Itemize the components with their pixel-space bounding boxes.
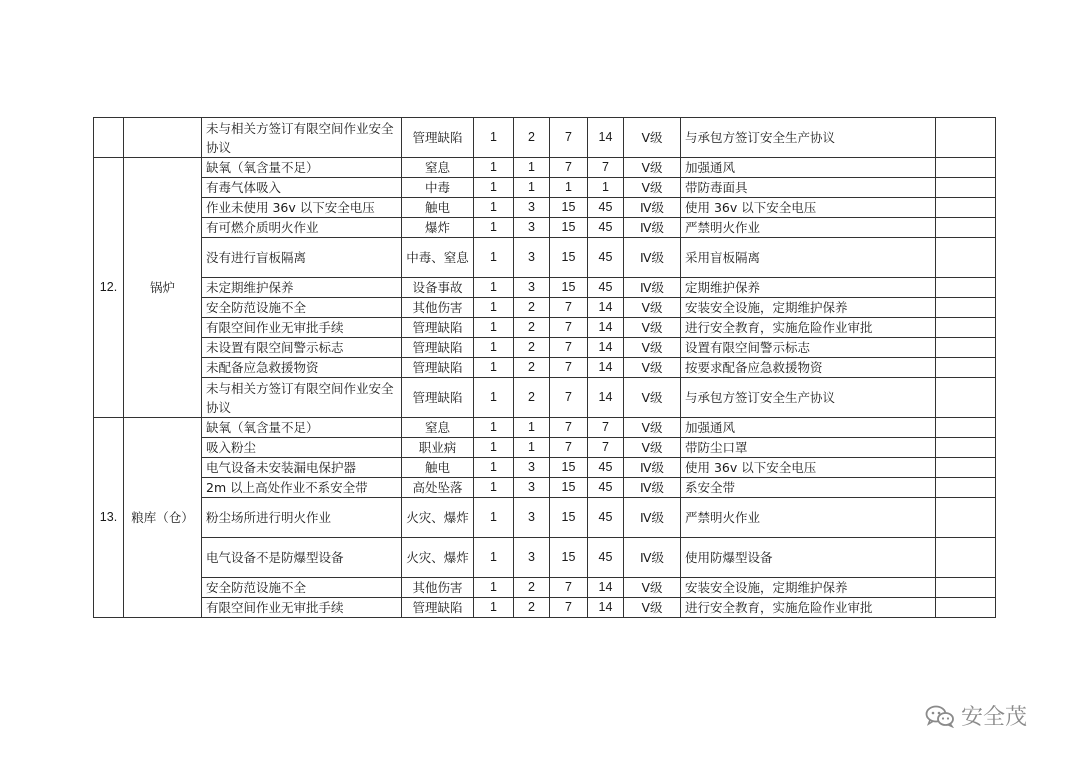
e-cell: 3 bbox=[514, 538, 550, 578]
d-cell: 14 bbox=[588, 598, 624, 618]
level-cell: Ⅴ级 bbox=[624, 578, 681, 598]
consequence-cell: 设备事故 bbox=[402, 278, 474, 298]
watermark bbox=[925, 700, 1027, 731]
c-cell: 7 bbox=[550, 578, 588, 598]
d-cell: 14 bbox=[588, 358, 624, 378]
watermark-text: 安全茂 bbox=[961, 705, 1028, 730]
measure-cell: 与承包方签订安全生产协议 bbox=[681, 118, 936, 158]
level-cell: Ⅳ级 bbox=[624, 238, 681, 278]
item-number-cell: 12. bbox=[94, 158, 124, 418]
l-cell: 1 bbox=[474, 478, 514, 498]
level-cell: Ⅴ级 bbox=[624, 158, 681, 178]
l-cell: 1 bbox=[474, 458, 514, 478]
level-cell: Ⅴ级 bbox=[624, 118, 681, 158]
e-cell: 3 bbox=[514, 458, 550, 478]
l-cell: 1 bbox=[474, 358, 514, 378]
level-cell: Ⅴ级 bbox=[624, 298, 681, 318]
c-cell: 1 bbox=[550, 178, 588, 198]
d-cell: 7 bbox=[588, 438, 624, 458]
group-12-body bbox=[94, 158, 996, 418]
l-cell: 1 bbox=[474, 338, 514, 358]
consequence-cell: 窒息 bbox=[402, 158, 474, 178]
e-cell: 2 bbox=[514, 578, 550, 598]
hazard-cell: 作业未使用 36v 以下安全电压 bbox=[202, 198, 402, 218]
d-cell: 14 bbox=[588, 118, 624, 158]
place-cell: 粮库（仓） bbox=[124, 418, 202, 618]
table-row bbox=[94, 498, 996, 538]
hazard-cell: 粉尘场所进行明火作业 bbox=[202, 498, 402, 538]
d-cell: 7 bbox=[588, 418, 624, 438]
table-row bbox=[94, 238, 996, 278]
hazard-cell: 电气设备不是防爆型设备 bbox=[202, 538, 402, 578]
l-cell: 1 bbox=[474, 318, 514, 338]
e-cell: 1 bbox=[514, 178, 550, 198]
d-cell: 14 bbox=[588, 318, 624, 338]
consequence-cell: 管理缺陷 bbox=[402, 378, 474, 418]
l-cell: 1 bbox=[474, 158, 514, 178]
d-cell: 45 bbox=[588, 278, 624, 298]
c-cell: 15 bbox=[550, 538, 588, 578]
c-cell: 7 bbox=[550, 598, 588, 618]
d-cell: 14 bbox=[588, 578, 624, 598]
e-cell: 1 bbox=[514, 418, 550, 438]
table-row bbox=[94, 438, 996, 458]
remark-cell bbox=[936, 278, 996, 298]
table-row bbox=[94, 218, 996, 238]
remark-cell bbox=[936, 178, 996, 198]
measure-cell: 定期维护保养 bbox=[681, 278, 936, 298]
l-cell: 1 bbox=[474, 298, 514, 318]
table-row bbox=[94, 198, 996, 218]
remark-cell bbox=[936, 118, 996, 158]
c-cell: 15 bbox=[550, 498, 588, 538]
measure-cell: 严禁明火作业 bbox=[681, 498, 936, 538]
l-cell: 1 bbox=[474, 178, 514, 198]
l-cell: 1 bbox=[474, 598, 514, 618]
e-cell: 3 bbox=[514, 218, 550, 238]
d-cell: 45 bbox=[588, 478, 624, 498]
consequence-cell: 管理缺陷 bbox=[402, 338, 474, 358]
hazard-cell: 未与相关方签订有限空间作业安全协议 bbox=[202, 118, 402, 158]
e-cell: 3 bbox=[514, 498, 550, 538]
d-cell: 45 bbox=[588, 218, 624, 238]
consequence-cell: 爆炸 bbox=[402, 218, 474, 238]
d-cell: 14 bbox=[588, 378, 624, 418]
level-cell: Ⅴ级 bbox=[624, 338, 681, 358]
hazard-cell: 2m 以上高处作业不系安全带 bbox=[202, 478, 402, 498]
remark-cell bbox=[936, 158, 996, 178]
e-cell: 1 bbox=[514, 158, 550, 178]
remark-cell bbox=[936, 578, 996, 598]
d-cell: 14 bbox=[588, 338, 624, 358]
level-cell: Ⅳ级 bbox=[624, 478, 681, 498]
remark-cell bbox=[936, 378, 996, 418]
table-row bbox=[94, 338, 996, 358]
l-cell: 1 bbox=[474, 198, 514, 218]
remark-cell bbox=[936, 538, 996, 578]
consequence-cell: 火灾、爆炸 bbox=[402, 498, 474, 538]
c-cell: 7 bbox=[550, 318, 588, 338]
l-cell: 1 bbox=[474, 218, 514, 238]
table-row bbox=[94, 598, 996, 618]
hazard-cell: 未配备应急救援物资 bbox=[202, 358, 402, 378]
consequence-cell: 窒息 bbox=[402, 418, 474, 438]
measure-cell: 使用 36v 以下安全电压 bbox=[681, 458, 936, 478]
table-row bbox=[94, 318, 996, 338]
consequence-cell: 触电 bbox=[402, 198, 474, 218]
table-row bbox=[94, 278, 996, 298]
consequence-cell: 管理缺陷 bbox=[402, 358, 474, 378]
e-cell: 2 bbox=[514, 598, 550, 618]
e-cell: 3 bbox=[514, 278, 550, 298]
c-cell: 15 bbox=[550, 218, 588, 238]
e-cell: 2 bbox=[514, 378, 550, 418]
wechat-icon bbox=[925, 704, 955, 728]
e-cell: 2 bbox=[514, 358, 550, 378]
hazard-cell: 没有进行盲板隔离 bbox=[202, 238, 402, 278]
e-cell: 3 bbox=[514, 478, 550, 498]
table-row bbox=[94, 478, 996, 498]
table-row bbox=[94, 118, 996, 158]
hazard-cell: 未与相关方签订有限空间作业安全协议 bbox=[202, 378, 402, 418]
measure-cell: 进行安全教育，实施危险作业审批 bbox=[681, 318, 936, 338]
measure-cell: 严禁明火作业 bbox=[681, 218, 936, 238]
level-cell: Ⅳ级 bbox=[624, 538, 681, 578]
measure-cell: 使用 36v 以下安全电压 bbox=[681, 198, 936, 218]
c-cell: 7 bbox=[550, 338, 588, 358]
level-cell: Ⅴ级 bbox=[624, 318, 681, 338]
d-cell: 45 bbox=[588, 538, 624, 578]
c-cell: 15 bbox=[550, 478, 588, 498]
level-cell: Ⅴ级 bbox=[624, 178, 681, 198]
e-cell: 2 bbox=[514, 118, 550, 158]
hazard-cell: 安全防范设施不全 bbox=[202, 298, 402, 318]
d-cell: 45 bbox=[588, 198, 624, 218]
remark-cell bbox=[936, 238, 996, 278]
level-cell: Ⅳ级 bbox=[624, 458, 681, 478]
remark-cell bbox=[936, 358, 996, 378]
measure-cell: 带防毒面具 bbox=[681, 178, 936, 198]
level-cell: Ⅳ级 bbox=[624, 498, 681, 538]
c-cell: 7 bbox=[550, 418, 588, 438]
remark-cell bbox=[936, 338, 996, 358]
hazard-cell: 缺氧（氧含量不足） bbox=[202, 418, 402, 438]
c-cell: 15 bbox=[550, 238, 588, 278]
hazard-cell: 缺氧（氧含量不足） bbox=[202, 158, 402, 178]
consequence-cell: 管理缺陷 bbox=[402, 118, 474, 158]
consequence-cell: 其他伤害 bbox=[402, 578, 474, 598]
measure-cell: 加强通风 bbox=[681, 418, 936, 438]
c-cell: 15 bbox=[550, 278, 588, 298]
table-row bbox=[94, 378, 996, 418]
e-cell: 1 bbox=[514, 438, 550, 458]
consequence-cell: 触电 bbox=[402, 458, 474, 478]
hazard-cell: 有限空间作业无审批手续 bbox=[202, 598, 402, 618]
hazard-cell: 未定期维护保养 bbox=[202, 278, 402, 298]
level-cell: Ⅴ级 bbox=[624, 598, 681, 618]
l-cell: 1 bbox=[474, 118, 514, 158]
c-cell: 7 bbox=[550, 118, 588, 158]
table-row bbox=[94, 358, 996, 378]
consequence-cell: 火灾、爆炸 bbox=[402, 538, 474, 578]
measure-cell: 设置有限空间警示标志 bbox=[681, 338, 936, 358]
measure-cell: 加强通风 bbox=[681, 158, 936, 178]
measure-cell: 系安全带 bbox=[681, 478, 936, 498]
measure-cell: 按要求配备应急救援物资 bbox=[681, 358, 936, 378]
hazard-cell: 电气设备未安装漏电保护器 bbox=[202, 458, 402, 478]
consequence-cell: 管理缺陷 bbox=[402, 598, 474, 618]
remark-cell bbox=[936, 458, 996, 478]
d-cell: 7 bbox=[588, 158, 624, 178]
item-number-cell: 13. bbox=[94, 418, 124, 618]
c-cell: 7 bbox=[550, 378, 588, 418]
c-cell: 15 bbox=[550, 198, 588, 218]
hazard-cell: 有限空间作业无审批手续 bbox=[202, 318, 402, 338]
remark-cell bbox=[936, 298, 996, 318]
table-row bbox=[94, 458, 996, 478]
c-cell: 7 bbox=[550, 438, 588, 458]
d-cell: 1 bbox=[588, 178, 624, 198]
level-cell: Ⅳ级 bbox=[624, 198, 681, 218]
place-cell: 锅炉 bbox=[124, 158, 202, 418]
table-row bbox=[94, 538, 996, 578]
group-13-body bbox=[94, 418, 996, 618]
consequence-cell: 管理缺陷 bbox=[402, 318, 474, 338]
table-row bbox=[94, 178, 996, 198]
e-cell: 3 bbox=[514, 238, 550, 278]
measure-cell: 安装安全设施，定期维护保养 bbox=[681, 298, 936, 318]
remark-cell bbox=[936, 478, 996, 498]
l-cell: 1 bbox=[474, 538, 514, 578]
e-cell: 2 bbox=[514, 338, 550, 358]
l-cell: 1 bbox=[474, 498, 514, 538]
d-cell: 45 bbox=[588, 238, 624, 278]
e-cell: 2 bbox=[514, 318, 550, 338]
remark-cell bbox=[936, 498, 996, 538]
measure-cell: 安装安全设施，定期维护保养 bbox=[681, 578, 936, 598]
table-row bbox=[94, 418, 996, 438]
d-cell: 45 bbox=[588, 498, 624, 538]
level-cell: Ⅳ级 bbox=[624, 218, 681, 238]
level-cell: Ⅴ级 bbox=[624, 438, 681, 458]
measure-cell: 使用防爆型设备 bbox=[681, 538, 936, 578]
measure-cell: 带防尘口罩 bbox=[681, 438, 936, 458]
l-cell: 1 bbox=[474, 438, 514, 458]
e-cell: 3 bbox=[514, 198, 550, 218]
hazard-cell: 安全防范设施不全 bbox=[202, 578, 402, 598]
level-cell: Ⅴ级 bbox=[624, 418, 681, 438]
measure-cell: 采用盲板隔离 bbox=[681, 238, 936, 278]
remark-cell bbox=[936, 198, 996, 218]
table-row bbox=[94, 158, 996, 178]
l-cell: 1 bbox=[474, 238, 514, 278]
consequence-cell: 职业病 bbox=[402, 438, 474, 458]
table-row bbox=[94, 578, 996, 598]
remark-cell bbox=[936, 598, 996, 618]
d-cell: 14 bbox=[588, 298, 624, 318]
level-cell: Ⅳ级 bbox=[624, 278, 681, 298]
c-cell: 7 bbox=[550, 298, 588, 318]
hazard-cell: 有毒气体吸入 bbox=[202, 178, 402, 198]
hazard-cell: 吸入粉尘 bbox=[202, 438, 402, 458]
consequence-cell: 其他伤害 bbox=[402, 298, 474, 318]
d-cell: 45 bbox=[588, 458, 624, 478]
level-cell: Ⅴ级 bbox=[624, 378, 681, 418]
consequence-cell: 中毒、窒息 bbox=[402, 238, 474, 278]
l-cell: 1 bbox=[474, 378, 514, 418]
consequence-cell: 中毒 bbox=[402, 178, 474, 198]
consequence-cell: 高处坠落 bbox=[402, 478, 474, 498]
hazard-cell: 有可燃介质明火作业 bbox=[202, 218, 402, 238]
e-cell: 2 bbox=[514, 298, 550, 318]
remark-cell bbox=[936, 418, 996, 438]
hazard-cell: 未设置有限空间警示标志 bbox=[202, 338, 402, 358]
l-cell: 1 bbox=[474, 278, 514, 298]
table-row bbox=[94, 298, 996, 318]
level-cell: Ⅴ级 bbox=[624, 358, 681, 378]
measure-cell: 与承包方签订安全生产协议 bbox=[681, 378, 936, 418]
measure-cell: 进行安全教育，实施危险作业审批 bbox=[681, 598, 936, 618]
c-cell: 7 bbox=[550, 358, 588, 378]
remark-cell bbox=[936, 438, 996, 458]
c-cell: 7 bbox=[550, 158, 588, 178]
l-cell: 1 bbox=[474, 578, 514, 598]
risk-assessment-table bbox=[93, 117, 996, 618]
remark-cell bbox=[936, 218, 996, 238]
remark-cell bbox=[936, 318, 996, 338]
l-cell: 1 bbox=[474, 418, 514, 438]
c-cell: 15 bbox=[550, 458, 588, 478]
